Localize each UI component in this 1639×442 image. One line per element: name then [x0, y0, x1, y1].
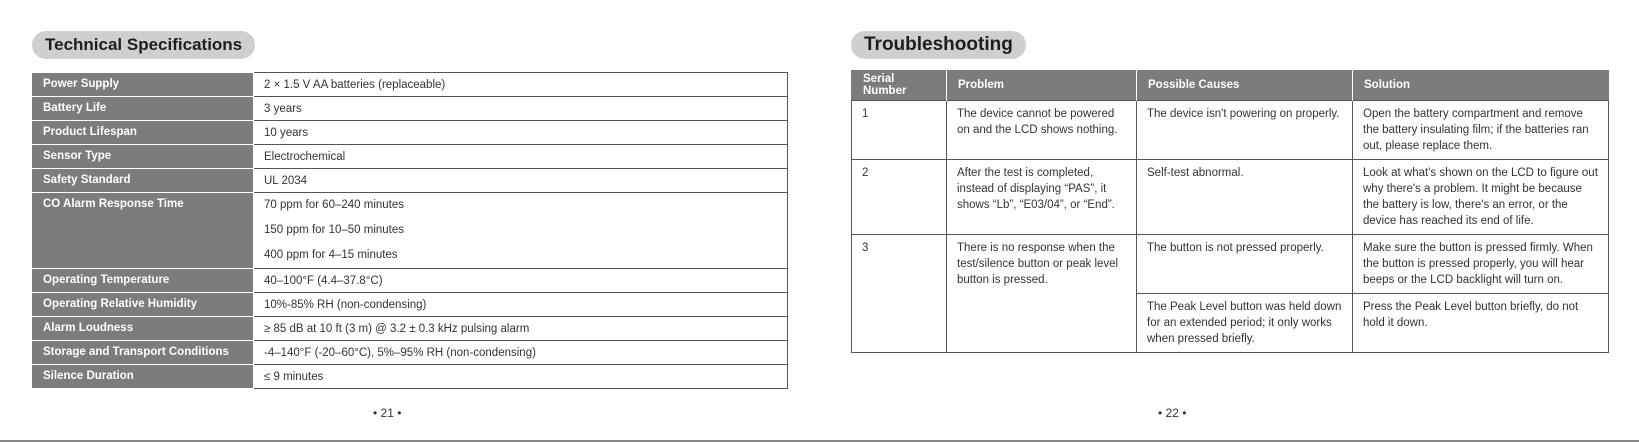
spec-label: Battery Life: [33, 97, 254, 121]
spec-row: [33, 365, 788, 389]
spec-value: 2 × 1.5 V AA batteries (replaceable): [254, 73, 788, 97]
spec-label: Alarm Loudness: [33, 317, 254, 341]
troubleshooting-table: [851, 70, 1609, 353]
spec-row: [33, 269, 788, 293]
table-row: [852, 101, 1609, 160]
cause-cell: The device isn't powering on properly.: [1137, 101, 1353, 160]
spec-label: Operating Temperature: [33, 269, 254, 293]
spec-row: [33, 97, 788, 121]
spec-value: 10 years: [254, 121, 788, 145]
cause-cell: The button is not pressed properly.: [1137, 235, 1353, 294]
solution-cell: Open the battery compartment and remove the battery insulating film; if the batteries ran out, please replace them.: [1353, 101, 1609, 160]
spec-value: 70 ppm for 60–240 minutes: [264, 199, 405, 211]
spec-value: -4–140°F (-20–60°C), 5%–95% RH (non-condensing): [254, 341, 788, 365]
serial-cell: 3: [852, 235, 947, 353]
cause-cell: Self-test abnormal.: [1137, 160, 1353, 235]
table-row: [852, 160, 1609, 235]
table-row: [852, 235, 1609, 294]
spec-row: [33, 317, 788, 341]
serial-cell: 2: [852, 160, 947, 235]
solution-cell: Look at what's shown on the LCD to figure out why there's a problem. It might be because the battery is low, there's an error, or the device has reached its end of life.: [1353, 160, 1609, 235]
specifications-table: [32, 72, 788, 389]
page-number: • 21 •: [373, 406, 402, 420]
column-header: Serial Number: [852, 70, 947, 101]
spec-value: 400 ppm for 4–15 minutes: [264, 249, 398, 261]
spec-value-group: [254, 193, 788, 269]
page-title: Troubleshooting: [851, 31, 1026, 59]
solution-cell: Press the Peak Level button briefly, do not hold it down.: [1353, 294, 1609, 353]
spec-label: Sensor Type: [33, 145, 254, 169]
page-title: Technical Specifications: [32, 31, 255, 59]
spec-label: Product Lifespan: [33, 121, 254, 145]
spec-row: [33, 341, 788, 365]
spec-label: Storage and Transport Conditions: [33, 341, 254, 365]
spec-label: Power Supply: [33, 73, 254, 97]
spec-row: [33, 145, 788, 169]
spec-row: [33, 73, 788, 97]
spec-label: CO Alarm Response Time: [33, 193, 254, 269]
cause-cell: The Peak Level button was held down for an extended period; it only works when pressed briefly.: [1137, 294, 1353, 353]
spec-value: 40–100°F (4.4–37.8°C): [254, 269, 788, 293]
spec-value: ≤ 9 minutes: [254, 365, 788, 389]
left-page: [0, 0, 819, 440]
spec-row: [33, 293, 788, 317]
spec-value: UL 2034: [254, 169, 788, 193]
spec-label: Silence Duration: [33, 365, 254, 389]
problem-cell: After the test is completed, instead of displaying “PAS”, it shows “Lb”, “E03/04”, or “End”.: [947, 160, 1137, 235]
spec-value: 10%-85% RH (non-condensing): [254, 293, 788, 317]
spec-label: Operating Relative Humidity: [33, 293, 254, 317]
problem-cell: The device cannot be powered on and the LCD shows nothing.: [947, 101, 1137, 160]
column-header: Solution: [1353, 70, 1609, 101]
column-header: Possible Causes: [1137, 70, 1353, 101]
spec-value: 3 years: [254, 97, 788, 121]
serial-cell: 1: [852, 101, 947, 160]
page-number: • 22 •: [1158, 406, 1187, 420]
spec-value: 150 ppm for 10–50 minutes: [264, 224, 405, 236]
spec-label: Safety Standard: [33, 169, 254, 193]
spec-row: [33, 193, 788, 269]
spec-value: Electrochemical: [254, 145, 788, 169]
problem-cell: There is no response when the test/silence button or peak level button is pressed.: [947, 235, 1137, 353]
column-header: Problem: [947, 70, 1137, 101]
right-page: [819, 0, 1639, 440]
spec-row: [33, 121, 788, 145]
spec-value: ≥ 85 dB at 10 ft (3 m) @ 3.2 ± 0.3 kHz pulsing alarm: [254, 317, 788, 341]
spec-row: [33, 169, 788, 193]
solution-cell: Make sure the button is pressed firmly. When the button is pressed properly, you will hear beeps or the LCD backlight will turn on.: [1353, 235, 1609, 294]
